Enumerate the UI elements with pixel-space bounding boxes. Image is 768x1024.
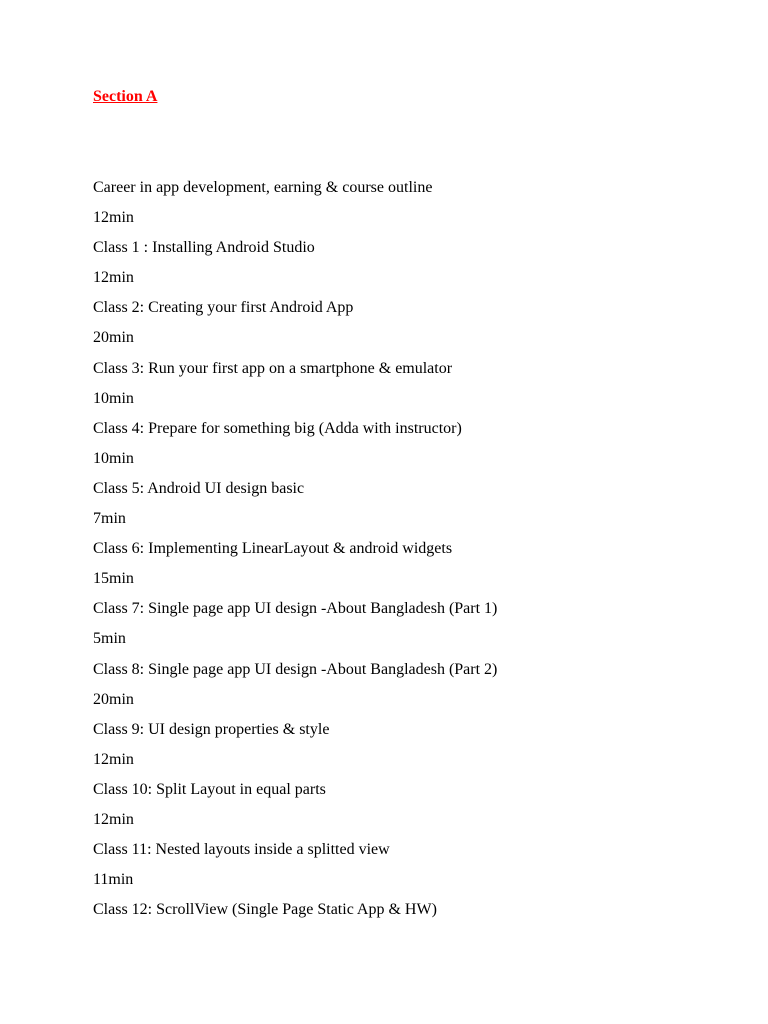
duration-text: 20min (93, 690, 134, 708)
duration-text: 11min (93, 871, 134, 889)
duration-text: 10min (93, 389, 134, 407)
class-title: Class 5: Android UI design basic (93, 479, 305, 497)
duration-text: 12min (93, 209, 134, 227)
class-title: Class 2: Creating your first Android App (93, 299, 354, 317)
class-title: Career in app development, earning & course outline (93, 179, 433, 196)
class-title: Class 12: ScrollView (Single Page Static App & HW) (93, 901, 437, 919)
class-title: Class 8: Single page app UI design -About Bangladesh (Part 2) (93, 660, 498, 678)
section-heading: Section A (93, 88, 158, 105)
duration-text: 20min (93, 329, 134, 347)
course-outline-list (93, 177, 497, 929)
duration-text: 7min (93, 510, 126, 528)
class-title: Class 7: Single page app UI design -About Bangladesh (Part 1) (93, 600, 498, 618)
duration-text: 12min (93, 810, 134, 828)
class-title: Class 3: Run your first app on a smartphone & emulator (93, 359, 453, 377)
duration-text: 5min (93, 630, 126, 648)
class-title: Class 9: UI design properties & style (93, 720, 330, 738)
duration-text: 12min (93, 269, 134, 287)
class-title: Class 4: Prepare for something big (Adda with instructor) (93, 419, 462, 437)
class-title: Class 10: Split Layout in equal parts (93, 780, 326, 798)
class-title: Class 6: Implementing LinearLayout & android widgets (93, 540, 453, 558)
duration-text: 12min (93, 750, 134, 768)
duration-text: 15min (93, 570, 134, 588)
class-title: Class 1 : Installing Android Studio (93, 239, 315, 257)
class-title: Class 11: Nested layouts inside a splitted view (93, 841, 390, 859)
duration-text: 10min (93, 449, 134, 467)
